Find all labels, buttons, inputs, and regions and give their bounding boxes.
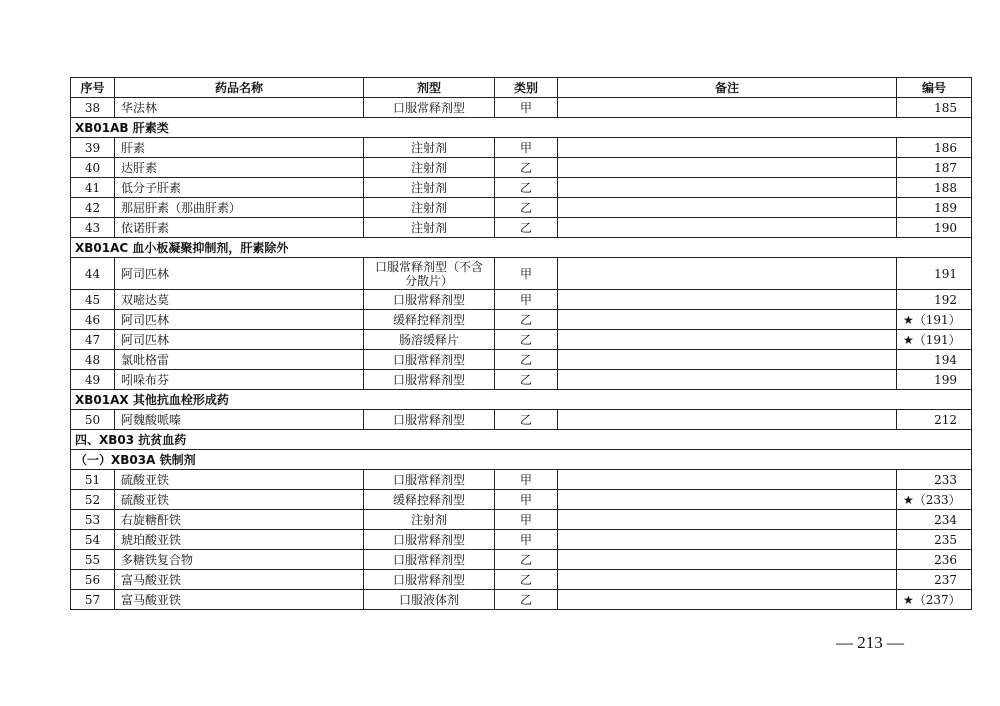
cell-code: 190 xyxy=(897,218,972,238)
cell-remarks xyxy=(558,570,897,590)
page-number: — 213 — xyxy=(836,633,904,652)
cell-code: 191 xyxy=(897,258,972,290)
cell-code: ★（237） xyxy=(897,590,972,610)
table-row xyxy=(71,530,972,550)
cell-drug-name: 多糖铁复合物 xyxy=(115,550,364,570)
section-header-row xyxy=(71,430,972,450)
cell-code: 186 xyxy=(897,138,972,158)
cell-drug-name: 右旋糖酐铁 xyxy=(115,510,364,530)
cell-remarks xyxy=(558,138,897,158)
cell-drug-name: 依诺肝素 xyxy=(115,218,364,238)
table-row xyxy=(71,178,972,198)
cell-remarks xyxy=(558,218,897,238)
cell-dosage-form: 口服常释剂型 xyxy=(364,410,495,430)
cell-serial: 44 xyxy=(71,258,115,290)
cell-category: 乙 xyxy=(495,218,558,238)
cell-drug-name: 双嘧达莫 xyxy=(115,290,364,310)
table-row xyxy=(71,590,972,610)
cell-category: 乙 xyxy=(495,370,558,390)
cell-remarks xyxy=(558,258,897,290)
cell-code: 185 xyxy=(897,98,972,118)
cell-serial: 45 xyxy=(71,290,115,310)
table-row xyxy=(71,490,972,510)
section-title: XB01AC 血小板凝聚抑制剂，肝素除外 xyxy=(71,238,972,258)
table-row xyxy=(71,570,972,590)
header-category: 类别 xyxy=(495,78,558,98)
cell-drug-name: 琥珀酸亚铁 xyxy=(115,530,364,550)
cell-serial: 56 xyxy=(71,570,115,590)
cell-code: 194 xyxy=(897,350,972,370)
cell-drug-name: 阿司匹林 xyxy=(115,258,364,290)
table-row xyxy=(71,410,972,430)
section-header-row xyxy=(71,118,972,138)
cell-category: 甲 xyxy=(495,530,558,550)
cell-serial: 55 xyxy=(71,550,115,570)
section-header-row xyxy=(71,238,972,258)
cell-remarks xyxy=(558,330,897,350)
cell-drug-name: 达肝素 xyxy=(115,158,364,178)
cell-drug-name: 硫酸亚铁 xyxy=(115,490,364,510)
cell-remarks xyxy=(558,310,897,330)
cell-dosage-form: 口服常释剂型 xyxy=(364,550,495,570)
cell-dosage-form: 口服常释剂型 xyxy=(364,370,495,390)
cell-remarks xyxy=(558,510,897,530)
cell-code: 188 xyxy=(897,178,972,198)
cell-drug-name: 氯吡格雷 xyxy=(115,350,364,370)
cell-serial: 53 xyxy=(71,510,115,530)
cell-category: 乙 xyxy=(495,570,558,590)
cell-drug-name: 阿司匹林 xyxy=(115,330,364,350)
cell-dosage-form: 注射剂 xyxy=(364,510,495,530)
table-row xyxy=(71,330,972,350)
cell-remarks xyxy=(558,530,897,550)
section-title: XB01AX 其他抗血栓形成药 xyxy=(71,390,972,410)
cell-category: 乙 xyxy=(495,310,558,330)
cell-category: 甲 xyxy=(495,490,558,510)
table-header-row xyxy=(71,78,972,98)
cell-dosage-form: 口服常释剂型 xyxy=(364,470,495,490)
table-row xyxy=(71,310,972,330)
table-row xyxy=(71,138,972,158)
section-title: XB01AB 肝素类 xyxy=(71,118,972,138)
cell-category: 乙 xyxy=(495,178,558,198)
cell-code: 199 xyxy=(897,370,972,390)
cell-code: 189 xyxy=(897,198,972,218)
cell-serial: 47 xyxy=(71,330,115,350)
cell-code: 187 xyxy=(897,158,972,178)
cell-dosage-form: 注射剂 xyxy=(364,178,495,198)
table-row xyxy=(71,550,972,570)
header-serial: 序号 xyxy=(71,78,115,98)
cell-drug-name: 华法林 xyxy=(115,98,364,118)
cell-drug-name: 低分子肝素 xyxy=(115,178,364,198)
cell-code: ★（191） xyxy=(897,330,972,350)
cell-drug-name: 那屈肝素（那曲肝素） xyxy=(115,198,364,218)
cell-dosage-form: 注射剂 xyxy=(364,158,495,178)
cell-remarks xyxy=(558,410,897,430)
header-dosage-form: 剂型 xyxy=(364,78,495,98)
cell-category: 甲 xyxy=(495,470,558,490)
cell-dosage-form: 口服常释剂型 xyxy=(364,290,495,310)
header-remarks: 备注 xyxy=(558,78,897,98)
cell-category: 甲 xyxy=(495,98,558,118)
table-row xyxy=(71,258,972,290)
cell-dosage-form: 缓释控释剂型 xyxy=(364,310,495,330)
cell-serial: 38 xyxy=(71,98,115,118)
drug-list-table xyxy=(70,77,972,610)
cell-category: 乙 xyxy=(495,350,558,370)
cell-category: 乙 xyxy=(495,158,558,178)
cell-dosage-form: 注射剂 xyxy=(364,198,495,218)
cell-serial: 57 xyxy=(71,590,115,610)
cell-category: 甲 xyxy=(495,258,558,290)
cell-category: 乙 xyxy=(495,550,558,570)
cell-dosage-form: 注射剂 xyxy=(364,218,495,238)
cell-serial: 43 xyxy=(71,218,115,238)
cell-dosage-form: 口服液体剂 xyxy=(364,590,495,610)
cell-drug-name: 阿魏酸哌嗪 xyxy=(115,410,364,430)
cell-serial: 49 xyxy=(71,370,115,390)
section-header-row xyxy=(71,450,972,470)
cell-remarks xyxy=(558,550,897,570)
cell-remarks xyxy=(558,590,897,610)
cell-drug-name: 阿司匹林 xyxy=(115,310,364,330)
cell-category: 乙 xyxy=(495,198,558,218)
cell-drug-name: 富马酸亚铁 xyxy=(115,590,364,610)
table-row xyxy=(71,510,972,530)
cell-drug-name: 肝素 xyxy=(115,138,364,158)
cell-remarks xyxy=(558,370,897,390)
cell-drug-name: 硫酸亚铁 xyxy=(115,470,364,490)
cell-code: 237 xyxy=(897,570,972,590)
cell-dosage-form: 缓释控释剂型 xyxy=(364,490,495,510)
cell-remarks xyxy=(558,350,897,370)
table-row xyxy=(71,198,972,218)
cell-dosage-form: 口服常释剂型 xyxy=(364,350,495,370)
cell-category: 乙 xyxy=(495,590,558,610)
cell-remarks xyxy=(558,158,897,178)
cell-serial: 50 xyxy=(71,410,115,430)
cell-remarks xyxy=(558,98,897,118)
cell-serial: 39 xyxy=(71,138,115,158)
cell-code: 192 xyxy=(897,290,972,310)
cell-category: 乙 xyxy=(495,410,558,430)
cell-remarks xyxy=(558,490,897,510)
cell-serial: 48 xyxy=(71,350,115,370)
cell-remarks xyxy=(558,178,897,198)
cell-code: 236 xyxy=(897,550,972,570)
table-row xyxy=(71,470,972,490)
table-row xyxy=(71,350,972,370)
cell-dosage-form: 注射剂 xyxy=(364,138,495,158)
cell-category: 甲 xyxy=(495,290,558,310)
cell-remarks xyxy=(558,198,897,218)
cell-serial: 46 xyxy=(71,310,115,330)
cell-code: 235 xyxy=(897,530,972,550)
cell-code: ★（191） xyxy=(897,310,972,330)
section-header-row xyxy=(71,390,972,410)
cell-serial: 42 xyxy=(71,198,115,218)
cell-dosage-form: 肠溶缓释片 xyxy=(364,330,495,350)
cell-serial: 51 xyxy=(71,470,115,490)
cell-drug-name: 吲哚布芬 xyxy=(115,370,364,390)
cell-code: 234 xyxy=(897,510,972,530)
section-title: （一）XB03A 铁制剂 xyxy=(71,450,972,470)
cell-dosage-form: 口服常释剂型 xyxy=(364,570,495,590)
table-row xyxy=(71,370,972,390)
cell-code: ★（233） xyxy=(897,490,972,510)
cell-remarks xyxy=(558,470,897,490)
header-drug-name: 药品名称 xyxy=(115,78,364,98)
cell-dosage-form: 口服常释剂型（不含分散片） xyxy=(364,258,495,290)
cell-serial: 41 xyxy=(71,178,115,198)
table-row xyxy=(71,218,972,238)
cell-drug-name: 富马酸亚铁 xyxy=(115,570,364,590)
cell-dosage-form: 口服常释剂型 xyxy=(364,530,495,550)
table-body xyxy=(71,98,972,610)
table-row xyxy=(71,290,972,310)
cell-remarks xyxy=(558,290,897,310)
cell-serial: 54 xyxy=(71,530,115,550)
cell-code: 233 xyxy=(897,470,972,490)
cell-dosage-form: 口服常释剂型 xyxy=(364,98,495,118)
table-row xyxy=(71,158,972,178)
cell-category: 乙 xyxy=(495,330,558,350)
cell-category: 甲 xyxy=(495,138,558,158)
table-row xyxy=(71,98,972,118)
cell-serial: 52 xyxy=(71,490,115,510)
section-title: 四、XB03 抗贫血药 xyxy=(71,430,972,450)
header-code: 编号 xyxy=(897,78,972,98)
cell-code: 212 xyxy=(897,410,972,430)
cell-category: 甲 xyxy=(495,510,558,530)
cell-serial: 40 xyxy=(71,158,115,178)
